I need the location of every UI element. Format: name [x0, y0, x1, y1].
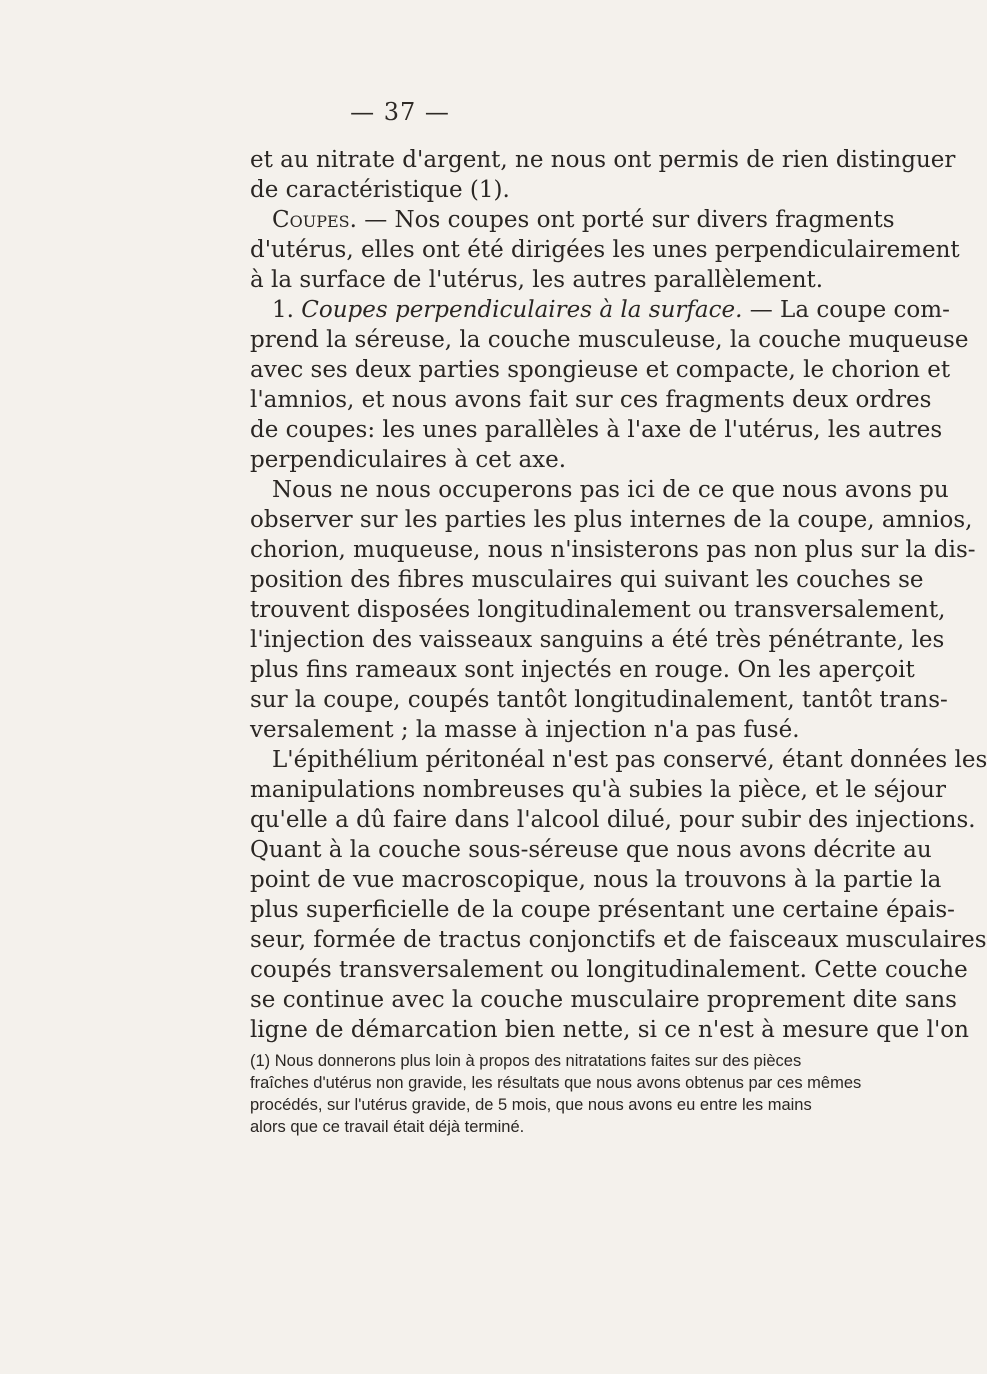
text-line: se continue avec la couche musculaire proprement dite sans	[250, 987, 957, 1013]
footnote-line: (1) Nous donnerons plus loin à propos des nitratations faites sur des pièces	[250, 1052, 802, 1070]
text-line: de caractéristique (1).	[250, 177, 510, 203]
page-number: — 37 —	[350, 98, 450, 126]
text-line: avec ses deux parties spongieuse et compacte, le chorion et	[250, 357, 951, 383]
text-line: Quant à la couche sous-séreuse que nous avons décrite au	[250, 837, 932, 863]
text-line: seur, formée de tractus conjonctifs et de faisceaux musculaires	[250, 927, 987, 953]
text-line: coupés transversalement ou longitudinalement. Cette couche	[250, 957, 968, 983]
text-line: sur la coupe, coupés tantôt longitudinalement, tantôt trans-	[250, 687, 948, 713]
paragraph-coupes-perpendiculaires-first-line	[272, 295, 950, 325]
subsection-heading: Coupes perpendiculaires à la surface.	[301, 297, 743, 323]
text-line: plus superficielle de la coupe présentant une certaine épais-	[250, 897, 955, 923]
text-line: L'épithélium péritonéal n'est pas conservé, étant données les	[272, 747, 987, 773]
text-line: de coupes: les unes parallèles à l'axe de l'utérus, les autres	[250, 417, 943, 443]
text-line: plus fins rameaux sont injectés en rouge. On les aperçoit	[250, 657, 915, 683]
text-line: qu'elle a dû faire dans l'alcool dilué, pour subir des injections.	[250, 807, 976, 833]
text-line: trouvent disposées longitudinalement ou transversalement,	[250, 597, 946, 623]
footnote-line: fraîches d'utérus non gravide, les résultats que nous avons obtenus par ces mêmes	[250, 1074, 862, 1092]
section-heading-coupes: Coupes.	[272, 207, 357, 233]
text-line: l'injection des vaisseaux sanguins a été très pénétrante, les	[250, 627, 945, 653]
text-line: observer sur les parties les plus internes de la coupe, amnios,	[250, 507, 973, 533]
text-line: chorion, muqueuse, nous n'insisterons pas non plus sur la dis-	[250, 537, 976, 563]
footnote-line: procédés, sur l'utérus gravide, de 5 mois, que nous avons eu entre les mains	[250, 1096, 812, 1114]
text-line: l'amnios, et nous avons fait sur ces fragments deux ordres	[250, 387, 932, 413]
text-line: manipulations nombreuses qu'à subies la pièce, et le séjour	[250, 777, 946, 803]
text-line: d'utérus, elles ont été dirigées les unes perpendiculairement	[250, 237, 960, 263]
text-line: versalement ; la masse à injection n'a pas fusé.	[250, 717, 800, 743]
footnote-line: alors que ce travail était déjà terminé.	[250, 1118, 525, 1136]
text-line: prend la séreuse, la couche musculeuse, la couche muqueuse	[250, 327, 969, 353]
text-line: Nous ne nous occuperons pas ici de ce que nous avons pu	[272, 477, 949, 503]
text-line: point de vue macroscopique, nous la trouvons à la partie la	[250, 867, 942, 893]
paragraph-coupes-first-line	[272, 205, 895, 235]
text-line: perpendiculaires à cet axe.	[250, 447, 567, 473]
text-line: ligne de démarcation bien nette, si ce n'est à mesure que l'on	[250, 1017, 969, 1043]
item-number: 1.	[272, 297, 302, 323]
text-line: à la surface de l'utérus, les autres parallèlement.	[250, 267, 824, 293]
text-span: — La coupe com-	[742, 297, 950, 323]
text-line: position des fibres musculaires qui suivant les couches se	[250, 567, 924, 593]
text-span: — Nos coupes ont porté sur divers fragments	[356, 207, 895, 233]
text-line: et au nitrate d'argent, ne nous ont permis de rien distinguer	[250, 147, 956, 173]
